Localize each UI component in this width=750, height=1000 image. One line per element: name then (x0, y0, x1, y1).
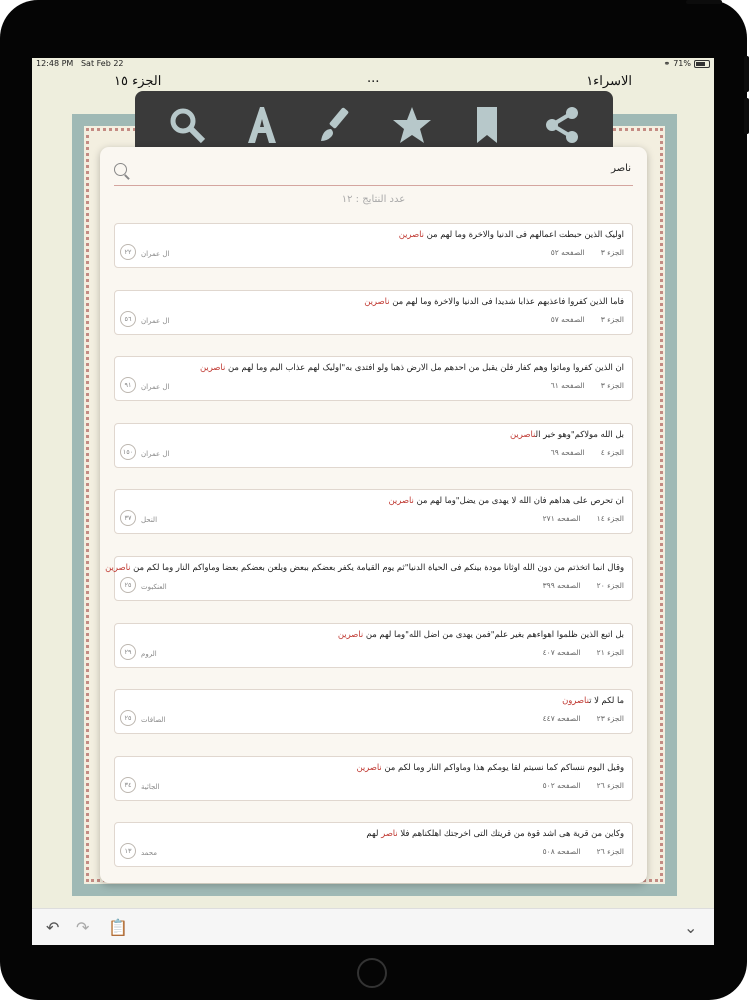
results-count: عدد النتايج : ١٢ (341, 194, 406, 205)
list-item[interactable] (114, 623, 633, 668)
match-highlight: ناصرين (337, 628, 364, 639)
match-highlight: ناصرين (199, 362, 226, 373)
surah-name: العنكبوت (141, 582, 167, 591)
list-item[interactable] (114, 489, 633, 534)
page-number: الصفحه ٦٩ (550, 447, 585, 457)
more-menu-button[interactable]: ... (367, 71, 380, 86)
verse-meta (543, 714, 624, 723)
verse-meta (551, 381, 624, 390)
aya-number-badge: ٢٢ (120, 244, 136, 260)
juz-number: الجزء ٢٣ (596, 714, 624, 724)
page-number: الصفحه ٤٠٧ (542, 647, 581, 657)
volume-up-button (744, 56, 749, 92)
star-icon[interactable] (387, 100, 437, 150)
redo-icon[interactable]: ↷ (76, 918, 90, 937)
surah-name: ال عمران (141, 250, 170, 258)
status-time: 12:48 PM Sat Feb 22 (36, 59, 124, 68)
list-item[interactable] (114, 290, 633, 335)
list-item[interactable] (114, 223, 633, 268)
aya-number-badge: ٣٧ (120, 510, 136, 526)
aya-number-badge: ٩١ (120, 377, 136, 393)
verse-meta (551, 248, 624, 257)
page-number: الصفحه ٥٠٨ (542, 847, 581, 857)
search-icon[interactable] (162, 100, 212, 150)
verse-meta (543, 648, 624, 657)
juz-number: الجزء ٤ (600, 447, 624, 457)
page-number: الصفحه ٥٢ (550, 248, 585, 257)
brush-icon[interactable] (312, 100, 362, 150)
match-highlight: ناصرين (105, 561, 131, 572)
verse-text: بل الله مولاكم"وهو خير الناصرين (510, 428, 624, 439)
search-panel (100, 147, 647, 883)
search-icon[interactable] (114, 163, 127, 176)
juz-number: الجزء ٢٠ (596, 580, 624, 590)
surah-name: النحل (141, 516, 158, 525)
page-number: الصفحه ٢٧١ (542, 514, 581, 524)
verse-text: اولیک الذين حبطت اعمالهم فی الدنیا والاخرة وما لهم من ناصرين (398, 229, 624, 239)
aya-number-badge: ٢٥ (120, 710, 136, 726)
match-highlight: ناصرين (364, 295, 390, 306)
screen (32, 58, 714, 944)
list-item[interactable] (105, 556, 633, 601)
list-item[interactable] (114, 689, 633, 734)
verse-meta (543, 781, 624, 790)
surah-name: الصافات (141, 716, 166, 725)
undo-icon[interactable]: ↶ (46, 918, 60, 937)
juz-number: الجزء ٢٦ (596, 847, 624, 857)
juz-number: الجزء ٣ (600, 248, 624, 257)
page-number: الصفحه ٥٠٢ (542, 780, 581, 790)
juz-label: الجزء ١٥ (114, 74, 162, 89)
verse-text: ان الذين كفروا وماتوا وهم كفار فلن يقبل من احدهم مل الارض ذهبا ولو افتدى به"اولیک لهم عذاب اليم وما لهم من ناصرين (199, 362, 624, 373)
search-input[interactable] (136, 162, 633, 175)
aya-number-badge: ١٥٠ (120, 444, 136, 460)
match-highlight: ناصرين (398, 229, 425, 239)
surah-name: محمد (141, 849, 157, 858)
search-bar (114, 157, 633, 186)
bookmark-icon[interactable] (462, 100, 512, 150)
verse-text: فاما الذين كفروا فاعذبهم عذابا شديدا فی الدنیا والاخرة وما لهم من ناصرين (364, 295, 624, 306)
verse-text: بل اتبع الذين ظلموا اهواءهم بغير علم"فمن يهدى من اضل الله"وما لهم من ناصرين (337, 628, 624, 639)
wifi-icon: ⚭ (663, 59, 671, 68)
volume-down-button (744, 98, 749, 134)
battery-percent: 71% (673, 59, 691, 68)
juz-number: الجزء ٢٦ (596, 780, 624, 790)
home-button[interactable] (357, 958, 387, 988)
match-highlight: ناصر (381, 828, 398, 839)
match-highlight: ناصرين (356, 761, 382, 772)
juz-number: الجزء ٣ (600, 381, 624, 391)
match-highlight: ناصرون (562, 695, 590, 706)
juz-number: الجزء ٣ (600, 314, 624, 324)
aya-number-badge: ٢٥ (120, 577, 136, 593)
page-number: الصفحه ٣٩٩ (542, 580, 581, 590)
chevron-down-icon[interactable]: ⌄ (684, 918, 698, 937)
juz-number: الجزء ٢١ (596, 647, 624, 657)
verse-text: ان تحرص على هداهم فان الله لا يهدى من يضل"وما لهم من ناصرين (388, 495, 624, 506)
list-item[interactable] (114, 423, 633, 468)
verse-meta (543, 581, 624, 590)
paste-icon[interactable]: 📋 (108, 918, 128, 937)
keyboard-shortcut-bar (32, 908, 714, 945)
aya-number-badge: ١٣ (120, 843, 136, 859)
aya-number-badge: ٢٩ (120, 644, 136, 660)
list-item[interactable] (114, 356, 633, 401)
page-number: الصفحه ٦١ (550, 381, 585, 391)
page-number: الصفحه ٥٧ (550, 314, 585, 324)
battery-icon (694, 60, 710, 68)
top-button (686, 0, 722, 4)
surah-name: ال عمران (141, 449, 170, 458)
list-item[interactable] (114, 822, 633, 867)
verse-text: وقال انما اتخذتم من دون الله اوثانا مودة بينكم فی الحياة الدنيا"ثم يوم القيامة يكفر بعضكم ببعض ويلعن بعضكم بعضا وماواكم النار وما لكم من ناصرين (105, 561, 624, 572)
surah-name: ال عمران (141, 383, 170, 392)
verse-text: ما لكم لا تناصرون (562, 695, 624, 706)
verse-meta (551, 448, 624, 457)
status-bar (32, 58, 714, 71)
verse-text: وكاين من قرية هی اشد قوة من قريتك التى اخرجتك اهلكناهم فلا ناصر لهم (366, 828, 624, 839)
match-highlight: ناصرين (510, 428, 536, 439)
surah-name: الروم (141, 649, 157, 658)
surah-title: الاسراء١ (586, 74, 632, 89)
page-header (32, 73, 714, 93)
list-item[interactable] (114, 756, 633, 801)
aya-number-badge: ٣٤ (120, 777, 136, 793)
surah-name: ال عمران (141, 316, 170, 325)
results-list (105, 223, 633, 889)
font-icon[interactable] (237, 100, 287, 150)
match-highlight: ناصرين (388, 495, 414, 506)
verse-text: وقيل اليوم ننساكم كما نسيتم لقا يومكم هذا وماواكم النار وما لكم من ناصرين (356, 761, 624, 772)
verse-meta (543, 514, 624, 523)
page-number: الصفحه ٤٤٧ (542, 714, 581, 724)
share-icon[interactable] (537, 100, 587, 150)
verse-meta (543, 847, 624, 856)
juz-number: الجزء ١٤ (596, 514, 624, 524)
status-right (664, 59, 710, 68)
verse-meta (551, 315, 624, 324)
surah-name: الجاثية (141, 782, 160, 791)
aya-number-badge: ٥٦ (120, 311, 136, 327)
